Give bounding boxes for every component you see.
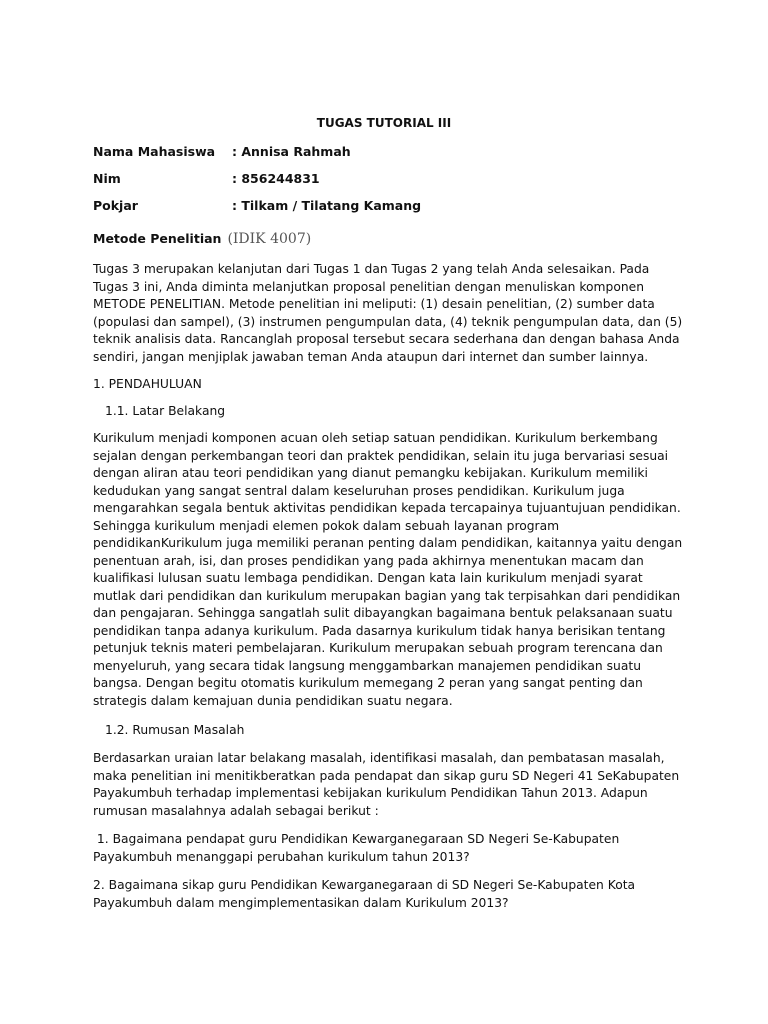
question-1: 1. Bagaimana pendapat guru Pendidikan Kewarganegaraan SD Negeri Se-Kabupaten Payakumbuh menanggapi perubahan kurikulum tahun 2013?	[93, 832, 624, 864]
background-paragraph: Kurikulum menjadi komponen acuan oleh setiap satuan pendidikan. Kurikulum berkembang sejalan dengan perkembangan teori dan praktek pendidikan, selain itu juga bervariasi sesuai dengan aliran atau teori pendidikan yang dianut pemangku kebijakan. Kurikulum memiliki kedudukan yang sangat sentral dalam keseluruhan proses pendidikan. Kurikulum juga mengarahkan segala bentuk aktivitas pendidikan kepada tercapainya tujuantujuan pendidikan. Sehingga kurikulum menjadi elemen pokok dalam sebuah layanan program pendidikanKurikulum juga memiliki peranan penting dalam pendidikan, kaitannya yaitu dengan penentuan arah, isi, dan proses pendidikan yang pada akhirnya menentukan macam dan kualifikasi lulusan suatu lembaga pendidikan. Dengan kata lain kurikulum menjadi syarat mutlak dari pendidikan dan kurikulum merupakan bagian yang tak terpisahkan dari pendidikan dan pengajaran. Sehingga sangatlah sulit dibayangkan bagaimana bentuk pelaksanaan suatu pendidikan tanpa adanya kurikulum. Pada dasarnya kurikulum tidak hanya berisikan tentang petunjuk teknis materi pembelajaran. Kurikulum merupakan sebuah program terencana dan menyeluruh, yang secara tidak langsung menggambarkan manajemen pendidikan suatu bangsa. Dengan begitu otomatis kurikulum memegang 2 peran yang sangat penting dan strategis dalam kemajuan dunia pendidikan suatu negara.	[93, 431, 683, 708]
question-2: 2. Bagaimana sikap guru Pendidikan Kewarganegaraan di SD Negeri Se-Kabupaten Kota Payakumbuh dalam mengimplementasikan dalam Kurikulum 2013?	[93, 878, 636, 910]
intro-paragraph: Tugas 3 merupakan kelanjutan dari Tugas 1 dan Tugas 2 yang telah Anda selesaikan. Pada Tugas 3 ini, Anda diminta melanjutkan proposal penelitian dengan menuliskan komponen METODE PENELITIAN. Metode penelitian ini meliputi: (1) desain penelitian, (2) sumber data (populasi dan sampel), (3) instrumen pengumpulan data, (4) teknik pengumpulan data, dan (5) teknik analisis data. Rancanglah proposal tersebut secara sederhana dan dengan bahasa Anda sendiri, jangan menjiplak jawaban teman Anda ataupun dari internet dan sumber lainnya.	[93, 262, 683, 364]
section-code: (IDIK 4007)	[227, 231, 312, 247]
pokjar-row	[93, 198, 421, 213]
heading-latar-belakang: 1.1. Latar Belakang	[105, 404, 226, 418]
student-id-value: : 856244831	[232, 171, 320, 186]
student-id-label: Nim	[93, 171, 121, 186]
section-label: Metode Penelitian	[93, 231, 222, 246]
problem-intro-paragraph: Berdasarkan uraian latar belakang masalah, identifikasi masalah, dan pembatasan masalah, maka penelitian ini menitikberatkan pada pendapat dan sikap guru SD Negeri 41 SeKabupaten Payakumbuh terhadap implementasi kebijakan kurikulum Pendidikan Tahun 2013. Adapun rumusan masalahnya adalah sebagai berikut :	[93, 751, 680, 818]
heading-pendahuluan: 1. PENDAHULUAN	[93, 377, 202, 391]
section-heading	[93, 231, 311, 247]
heading-rumusan-masalah: 1.2. Rumusan Masalah	[105, 723, 245, 737]
pokjar-label: Pokjar	[93, 198, 138, 213]
student-id-row	[93, 171, 320, 186]
student-name-row	[93, 144, 351, 159]
document-title: TUGAS TUTORIAL III	[316, 116, 452, 130]
student-name-value: : Annisa Rahmah	[232, 144, 351, 159]
student-name-label: Nama Mahasiswa	[93, 144, 216, 159]
pokjar-value: : Tilkam / Tilatang Kamang	[232, 198, 422, 213]
